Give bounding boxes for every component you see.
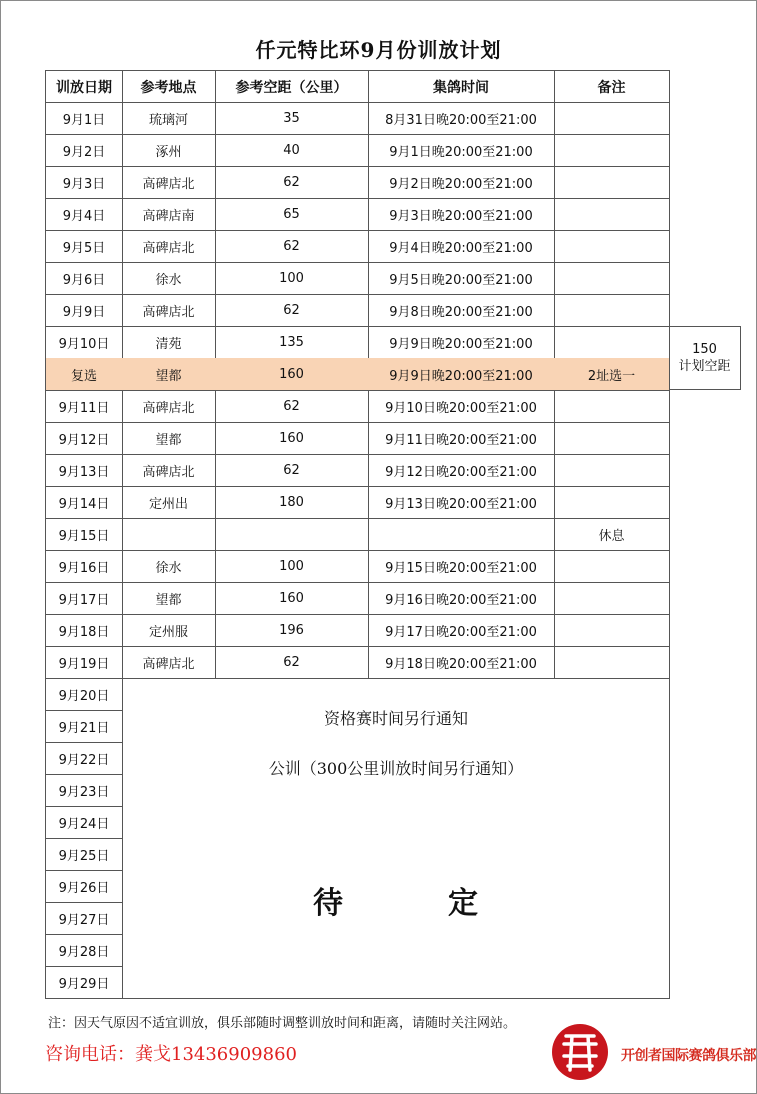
table-cell-gather-time: 9月12日晚20:00至21:00 — [368, 454, 555, 487]
table-cell-distance: 62 — [215, 294, 369, 327]
table-cell-location: 高碑店北 — [122, 230, 216, 263]
pending-date-cell: 9月25日 — [45, 838, 123, 871]
table-cell-location: 望都 — [122, 582, 216, 615]
table-cell-gather-time: 9月5日晚20:00至21:00 — [368, 262, 555, 295]
pending-char-2: 定 — [448, 886, 478, 921]
page-title: 仟元特比环9月份训放计划 — [255, 38, 502, 62]
pending-date-cell: 9月22日 — [45, 742, 123, 775]
header-location: 参考地点 — [122, 70, 216, 103]
table-cell-remark — [554, 198, 670, 231]
table-cell-distance: 62 — [215, 230, 369, 263]
table-cell-gather-time: 9月9日晚20:00至21:00 — [368, 358, 555, 391]
table-cell-gather-time: 9月11日晚20:00至21:00 — [368, 422, 555, 455]
table-cell-distance: 40 — [215, 134, 369, 167]
table-cell-remark — [554, 582, 670, 615]
table-cell-remark — [554, 454, 670, 487]
table-cell-distance: 196 — [215, 614, 369, 647]
table-cell-date: 9月16日 — [45, 550, 123, 583]
table-cell-distance: 62 — [215, 646, 369, 679]
table-cell-date: 9月1日 — [45, 102, 123, 135]
table-cell-date: 9月9日 — [45, 294, 123, 327]
table-cell-remark — [554, 614, 670, 647]
table-cell-date: 9月10日 — [45, 326, 123, 359]
table-cell-distance: 135 — [215, 326, 369, 359]
pending-date-cell: 9月29日 — [45, 966, 123, 999]
table-cell-distance: 100 — [215, 262, 369, 295]
table-cell-location: 高碑店北 — [122, 646, 216, 679]
pending-date-cell: 9月28日 — [45, 934, 123, 967]
table-cell-gather-time: 9月4日晚20:00至21:00 — [368, 230, 555, 263]
table-cell-date: 9月5日 — [45, 230, 123, 263]
header-remark: 备注 — [554, 70, 670, 103]
header-distance: 参考空距（公里） — [215, 70, 369, 103]
planned-distance-label: 计划空距 — [678, 359, 731, 374]
pending-date-cell: 9月21日 — [45, 710, 123, 743]
table-cell-distance: 160 — [215, 358, 369, 391]
table-cell-remark — [554, 486, 670, 519]
table-cell-distance: 180 — [215, 486, 369, 519]
consult-phone: 咨询电话：龚戈13436909860 — [45, 1044, 297, 1065]
table-cell-gather-time: 9月16日晚20:00至21:00 — [368, 582, 555, 615]
table-cell-location: 高碑店北 — [122, 166, 216, 199]
table-cell-remark — [554, 134, 670, 167]
table-cell-gather-time: 9月2日晚20:00至21:00 — [368, 166, 555, 199]
table-cell-remark: 休息 — [554, 518, 670, 551]
table-cell-date: 9月6日 — [45, 262, 123, 295]
footer-note: 注：因天气原因不适宜训放，俱乐部随时调整训放时间和距离，请随时关注网站。 — [48, 1016, 517, 1031]
table-cell-gather-time: 8月31日晚20:00至21:00 — [368, 102, 555, 135]
table-cell-location: 徐水 — [122, 262, 216, 295]
table-cell-remark — [554, 550, 670, 583]
table-cell-distance: 62 — [215, 166, 369, 199]
table-cell-remark — [554, 102, 670, 135]
table-cell-gather-time: 9月13日晚20:00至21:00 — [368, 486, 555, 519]
table-cell-date: 9月4日 — [45, 198, 123, 231]
table-cell-remark — [554, 390, 670, 423]
table-cell-gather-time — [368, 518, 555, 551]
pending-date-cell: 9月23日 — [45, 774, 123, 807]
planned-distance-note — [669, 326, 741, 390]
table-cell-gather-time: 9月1日晚20:00至21:00 — [368, 134, 555, 167]
table-cell-distance: 35 — [215, 102, 369, 135]
table-cell-distance: 62 — [215, 390, 369, 423]
table-cell-remark: 2址选一 — [554, 358, 670, 391]
table-cell-date: 9月12日 — [45, 422, 123, 455]
table-cell-location: 徐水 — [122, 550, 216, 583]
table-cell-location: 定州服 — [122, 614, 216, 647]
table-cell-gather-time: 9月8日晚20:00至21:00 — [368, 294, 555, 327]
table-cell-location — [122, 518, 216, 551]
table-cell-date: 9月13日 — [45, 454, 123, 487]
table-cell-location: 高碑店南 — [122, 198, 216, 231]
table-cell-location: 清苑 — [122, 326, 216, 359]
table-cell-gather-time: 9月15日晚20:00至21:00 — [368, 550, 555, 583]
table-cell-gather-time: 9月18日晚20:00至21:00 — [368, 646, 555, 679]
table-cell-remark — [554, 166, 670, 199]
table-cell-date: 9月3日 — [45, 166, 123, 199]
planned-distance-value: 150 — [692, 342, 717, 357]
table-cell-date: 9月15日 — [45, 518, 123, 551]
header-gather-time: 集鸽时间 — [368, 70, 555, 103]
table-cell-date: 9月2日 — [45, 134, 123, 167]
table-cell-location: 望都 — [122, 358, 216, 391]
club-logo-icon — [552, 1024, 608, 1080]
table-cell-location: 涿州 — [122, 134, 216, 167]
table-cell-date: 9月18日 — [45, 614, 123, 647]
table-cell-date: 复选 — [45, 358, 123, 391]
table-cell-gather-time: 9月10日晚20:00至21:00 — [368, 390, 555, 423]
table-cell-remark — [554, 294, 670, 327]
table-cell-gather-time: 9月9日晚20:00至21:00 — [368, 326, 555, 359]
table-cell-location: 望都 — [122, 422, 216, 455]
club-name: 开创者国际赛鸽俱乐部 — [621, 1048, 756, 1064]
table-cell-distance — [215, 518, 369, 551]
table-cell-distance: 160 — [215, 582, 369, 615]
table-cell-gather-time: 9月3日晚20:00至21:00 — [368, 198, 555, 231]
table-cell-date: 9月17日 — [45, 582, 123, 615]
table-cell-date: 9月11日 — [45, 390, 123, 423]
table-cell-remark — [554, 422, 670, 455]
table-cell-remark — [554, 230, 670, 263]
table-cell-location: 高碑店北 — [122, 390, 216, 423]
table-cell-distance: 100 — [215, 550, 369, 583]
pending-char-1: 待 — [313, 886, 343, 921]
table-cell-distance: 160 — [215, 422, 369, 455]
qualifier-notice: 资格赛时间另行通知 — [323, 709, 468, 728]
pending-date-cell: 9月24日 — [45, 806, 123, 839]
table-cell-date: 9月14日 — [45, 486, 123, 519]
table-cell-remark — [554, 646, 670, 679]
table-cell-location: 高碑店北 — [122, 454, 216, 487]
table-cell-distance: 62 — [215, 454, 369, 487]
table-cell-distance: 65 — [215, 198, 369, 231]
table-cell-date: 9月19日 — [45, 646, 123, 679]
header-date: 训放日期 — [45, 70, 123, 103]
table-cell-location: 琉璃河 — [122, 102, 216, 135]
pending-date-cell: 9月26日 — [45, 870, 123, 903]
training-notice: 公训（300公里训放时间另行通知） — [268, 759, 524, 778]
table-cell-remark — [554, 326, 670, 359]
table-cell-location: 定州出 — [122, 486, 216, 519]
table-cell-gather-time: 9月17日晚20:00至21:00 — [368, 614, 555, 647]
pending-date-cell: 9月20日 — [45, 678, 123, 711]
table-cell-location: 高碑店北 — [122, 294, 216, 327]
table-cell-remark — [554, 262, 670, 295]
pending-date-cell: 9月27日 — [45, 902, 123, 935]
